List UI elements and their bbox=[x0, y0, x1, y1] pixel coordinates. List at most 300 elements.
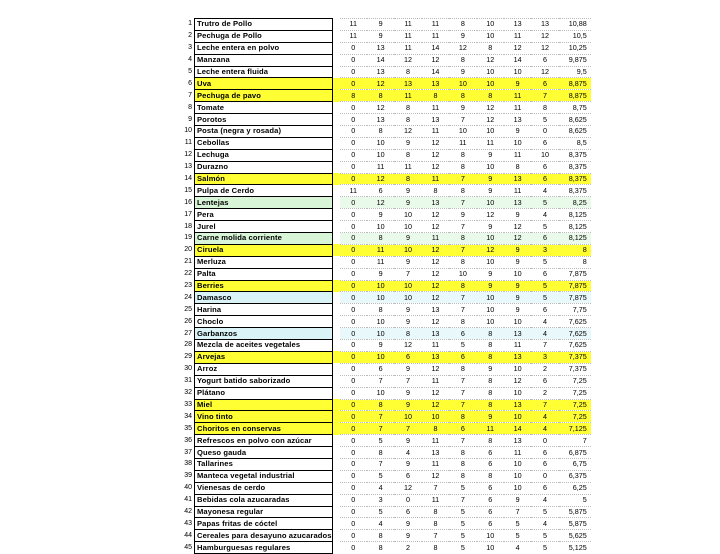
score-cell: 9 bbox=[504, 304, 531, 316]
total-score-cell: 8,125 bbox=[559, 221, 591, 233]
score-cell: 2 bbox=[531, 387, 558, 399]
score-cell: 9 bbox=[367, 19, 394, 31]
spacer-cell bbox=[332, 280, 340, 292]
score-cell: 12 bbox=[422, 363, 449, 375]
score-cell: 8 bbox=[422, 542, 449, 554]
score-cell: 5 bbox=[449, 482, 476, 494]
score-cell: 8 bbox=[449, 363, 476, 375]
table-row bbox=[180, 197, 591, 209]
score-cell: 7 bbox=[394, 423, 421, 435]
spacer-cell bbox=[332, 542, 340, 554]
spacer-cell bbox=[332, 447, 340, 459]
row-number: 6 bbox=[188, 79, 192, 87]
row-number: 3 bbox=[188, 44, 192, 52]
total-score-cell: 7,375 bbox=[559, 363, 591, 375]
row-number: 27 bbox=[184, 329, 192, 337]
score-cell: 0 bbox=[531, 470, 558, 482]
row-number: 11 bbox=[184, 139, 192, 147]
score-cell: 9 bbox=[449, 66, 476, 78]
food-name-cell: Garbanzos bbox=[195, 328, 333, 340]
total-score-cell: 10,5 bbox=[559, 30, 591, 42]
table-row bbox=[180, 268, 591, 280]
total-score-cell: 6,75 bbox=[559, 458, 591, 470]
score-cell: 0 bbox=[340, 363, 367, 375]
score-cell: 12 bbox=[422, 387, 449, 399]
table-row bbox=[180, 185, 591, 197]
score-cell: 12 bbox=[531, 42, 558, 54]
score-cell: 10 bbox=[531, 149, 558, 161]
score-cell: 13 bbox=[422, 197, 449, 209]
score-cell: 8 bbox=[504, 161, 531, 173]
row-number: 31 bbox=[184, 377, 192, 385]
score-cell: 5 bbox=[531, 221, 558, 233]
score-cell: 10 bbox=[504, 470, 531, 482]
score-cell: 10 bbox=[394, 280, 421, 292]
food-name-cell: Cebollas bbox=[195, 137, 333, 149]
score-cell: 9 bbox=[394, 316, 421, 328]
total-score-cell: 7,875 bbox=[559, 292, 591, 304]
score-cell: 6 bbox=[477, 482, 504, 494]
score-cell: 8 bbox=[449, 149, 476, 161]
spacer-cell bbox=[332, 161, 340, 173]
score-cell: 8 bbox=[367, 530, 394, 542]
score-cell: 9 bbox=[394, 435, 421, 447]
row-number: 45 bbox=[184, 543, 192, 551]
total-score-cell: 7,625 bbox=[559, 340, 591, 352]
score-cell: 12 bbox=[394, 54, 421, 66]
food-name-cell: Merluza bbox=[195, 256, 333, 268]
food-name-cell: Queso gauda bbox=[195, 447, 333, 459]
score-cell: 13 bbox=[504, 399, 531, 411]
score-cell: 9 bbox=[394, 530, 421, 542]
score-cell: 0 bbox=[340, 209, 367, 221]
score-cell: 7 bbox=[449, 114, 476, 126]
table-row bbox=[180, 66, 591, 78]
total-score-cell: 7,375 bbox=[559, 351, 591, 363]
spacer-cell bbox=[332, 482, 340, 494]
score-cell: 8 bbox=[477, 351, 504, 363]
total-score-cell: 6,25 bbox=[559, 482, 591, 494]
score-cell: 13 bbox=[504, 19, 531, 31]
score-cell: 0 bbox=[340, 435, 367, 447]
score-cell: 0 bbox=[340, 506, 367, 518]
table-row bbox=[180, 54, 591, 66]
score-cell: 0 bbox=[340, 173, 367, 185]
score-cell: 12 bbox=[531, 66, 558, 78]
score-cell: 9 bbox=[504, 126, 531, 138]
table-row bbox=[180, 506, 591, 518]
score-cell: 9 bbox=[367, 340, 394, 352]
table-row bbox=[180, 470, 591, 482]
spacer-cell bbox=[332, 185, 340, 197]
score-cell: 6 bbox=[367, 363, 394, 375]
score-cell: 4 bbox=[531, 518, 558, 530]
score-cell: 9 bbox=[504, 78, 531, 90]
score-cell: 13 bbox=[504, 114, 531, 126]
food-name-cell: Hamburguesas regulares bbox=[195, 542, 333, 554]
score-cell: 9 bbox=[504, 256, 531, 268]
score-cell: 8 bbox=[477, 399, 504, 411]
score-cell: 6 bbox=[531, 458, 558, 470]
row-number: 19 bbox=[184, 234, 192, 242]
spacer-cell bbox=[332, 518, 340, 530]
score-cell: 0 bbox=[531, 435, 558, 447]
score-cell: 4 bbox=[531, 423, 558, 435]
spacer-cell bbox=[332, 423, 340, 435]
score-cell: 9 bbox=[504, 292, 531, 304]
score-cell: 9 bbox=[394, 518, 421, 530]
total-score-cell: 8,375 bbox=[559, 173, 591, 185]
score-cell: 9 bbox=[504, 494, 531, 506]
score-cell: 9 bbox=[394, 304, 421, 316]
table-row bbox=[180, 351, 591, 363]
score-cell: 8 bbox=[449, 19, 476, 31]
score-cell: 5 bbox=[367, 506, 394, 518]
score-cell: 6 bbox=[449, 351, 476, 363]
score-cell: 11 bbox=[340, 30, 367, 42]
score-cell: 11 bbox=[504, 149, 531, 161]
score-cell: 9 bbox=[477, 149, 504, 161]
score-cell: 10 bbox=[367, 328, 394, 340]
spacer-cell bbox=[332, 268, 340, 280]
score-cell: 5 bbox=[531, 256, 558, 268]
score-cell: 5 bbox=[531, 280, 558, 292]
score-cell: 5 bbox=[449, 530, 476, 542]
score-cell: 10 bbox=[504, 458, 531, 470]
score-cell: 11 bbox=[367, 256, 394, 268]
score-cell: 7 bbox=[422, 482, 449, 494]
score-cell: 12 bbox=[394, 126, 421, 138]
spacer-cell bbox=[332, 114, 340, 126]
score-cell: 6 bbox=[477, 458, 504, 470]
score-cell: 14 bbox=[367, 54, 394, 66]
score-cell: 9 bbox=[504, 280, 531, 292]
score-cell: 14 bbox=[422, 42, 449, 54]
score-cell: 9 bbox=[394, 363, 421, 375]
total-score-cell: 7,25 bbox=[559, 411, 591, 423]
score-cell: 6 bbox=[531, 137, 558, 149]
score-cell: 10 bbox=[367, 149, 394, 161]
score-cell: 7 bbox=[449, 173, 476, 185]
score-cell: 10 bbox=[477, 161, 504, 173]
row-number: 34 bbox=[184, 412, 192, 420]
score-cell: 6 bbox=[531, 447, 558, 459]
table-row bbox=[180, 78, 591, 90]
food-name-cell: Vino tinto bbox=[195, 411, 333, 423]
score-cell: 10 bbox=[477, 304, 504, 316]
table-row bbox=[180, 161, 591, 173]
score-cell: 10 bbox=[367, 280, 394, 292]
spacer-cell bbox=[332, 435, 340, 447]
score-cell: 10 bbox=[394, 221, 421, 233]
row-number: 18 bbox=[184, 222, 192, 230]
score-cell: 7 bbox=[367, 423, 394, 435]
score-cell: 0 bbox=[340, 387, 367, 399]
score-cell: 9 bbox=[449, 30, 476, 42]
score-cell: 11 bbox=[504, 102, 531, 114]
score-cell: 7 bbox=[367, 375, 394, 387]
row-number: 30 bbox=[184, 365, 192, 373]
score-cell: 8 bbox=[367, 447, 394, 459]
score-cell: 10 bbox=[394, 411, 421, 423]
score-cell: 12 bbox=[422, 470, 449, 482]
score-cell: 9 bbox=[504, 244, 531, 256]
score-cell: 9 bbox=[477, 221, 504, 233]
score-cell: 11 bbox=[422, 126, 449, 138]
score-cell: 13 bbox=[422, 114, 449, 126]
table-row bbox=[180, 221, 591, 233]
score-cell: 6 bbox=[531, 375, 558, 387]
score-cell: 5 bbox=[531, 114, 558, 126]
score-cell: 8 bbox=[394, 149, 421, 161]
score-cell: 8 bbox=[449, 280, 476, 292]
total-score-cell: 6,375 bbox=[559, 470, 591, 482]
score-cell: 8 bbox=[422, 518, 449, 530]
row-number: 15 bbox=[184, 186, 192, 194]
total-score-cell: 10,25 bbox=[559, 42, 591, 54]
total-score-cell: 8,625 bbox=[559, 126, 591, 138]
score-cell: 4 bbox=[394, 447, 421, 459]
row-number: 2 bbox=[188, 32, 192, 40]
total-score-cell: 8,125 bbox=[559, 233, 591, 245]
score-cell: 13 bbox=[422, 304, 449, 316]
score-cell: 13 bbox=[504, 351, 531, 363]
total-score-cell: 7,125 bbox=[559, 423, 591, 435]
table-row bbox=[180, 482, 591, 494]
food-name-cell: Durazno bbox=[195, 161, 333, 173]
score-cell: 12 bbox=[422, 399, 449, 411]
score-cell: 0 bbox=[340, 233, 367, 245]
spacer-cell bbox=[332, 30, 340, 42]
row-number: 9 bbox=[188, 115, 192, 123]
score-cell: 7 bbox=[531, 340, 558, 352]
score-cell: 11 bbox=[477, 423, 504, 435]
table-row bbox=[180, 304, 591, 316]
total-score-cell: 7 bbox=[559, 435, 591, 447]
food-name-cell: Jurel bbox=[195, 221, 333, 233]
score-cell: 12 bbox=[477, 114, 504, 126]
score-cell: 10 bbox=[477, 233, 504, 245]
food-name-cell: Tomate bbox=[195, 102, 333, 114]
score-cell: 9 bbox=[367, 30, 394, 42]
spacer-cell bbox=[332, 66, 340, 78]
score-cell: 12 bbox=[367, 197, 394, 209]
total-score-cell: 7,625 bbox=[559, 316, 591, 328]
score-cell: 10 bbox=[477, 78, 504, 90]
score-cell: 0 bbox=[340, 375, 367, 387]
score-cell: 13 bbox=[422, 351, 449, 363]
table-row bbox=[180, 102, 591, 114]
score-cell: 9 bbox=[394, 137, 421, 149]
score-cell: 10 bbox=[504, 316, 531, 328]
score-cell: 10 bbox=[477, 19, 504, 31]
score-cell: 10 bbox=[477, 316, 504, 328]
row-number: 42 bbox=[184, 507, 192, 515]
score-cell: 7 bbox=[449, 221, 476, 233]
table-row bbox=[180, 137, 591, 149]
score-cell: 5 bbox=[449, 506, 476, 518]
score-cell: 14 bbox=[422, 66, 449, 78]
spacer-cell bbox=[332, 363, 340, 375]
total-score-cell: 7,25 bbox=[559, 375, 591, 387]
row-number: 7 bbox=[188, 91, 192, 99]
row-number: 13 bbox=[184, 163, 192, 171]
score-cell: 7 bbox=[531, 90, 558, 102]
total-score-cell: 8,125 bbox=[559, 209, 591, 221]
score-cell: 7 bbox=[449, 399, 476, 411]
row-number: 22 bbox=[184, 270, 192, 278]
row-number: 43 bbox=[184, 519, 192, 527]
score-cell: 12 bbox=[477, 209, 504, 221]
score-cell: 9 bbox=[367, 209, 394, 221]
food-name-cell: Pechuga de Pollo bbox=[195, 30, 333, 42]
score-cell: 8 bbox=[394, 328, 421, 340]
score-cell: 9 bbox=[394, 197, 421, 209]
score-cell: 7 bbox=[449, 435, 476, 447]
row-number: 29 bbox=[184, 353, 192, 361]
total-score-cell: 6,875 bbox=[559, 447, 591, 459]
score-cell: 12 bbox=[504, 42, 531, 54]
row-number: 44 bbox=[184, 531, 192, 539]
spacer-cell bbox=[332, 54, 340, 66]
score-cell: 4 bbox=[531, 411, 558, 423]
score-cell: 12 bbox=[477, 54, 504, 66]
score-cell: 0 bbox=[340, 316, 367, 328]
score-cell: 0 bbox=[340, 447, 367, 459]
score-cell: 12 bbox=[422, 316, 449, 328]
table-row bbox=[180, 42, 591, 54]
score-cell: 10 bbox=[504, 482, 531, 494]
total-score-cell: 8 bbox=[559, 244, 591, 256]
score-cell: 6 bbox=[477, 506, 504, 518]
score-cell: 10 bbox=[367, 316, 394, 328]
score-cell: 10 bbox=[504, 137, 531, 149]
score-cell: 8 bbox=[477, 375, 504, 387]
score-cell: 11 bbox=[367, 244, 394, 256]
food-name-cell: Plátano bbox=[195, 387, 333, 399]
table-row bbox=[180, 209, 591, 221]
score-cell: 8 bbox=[477, 340, 504, 352]
score-cell: 8 bbox=[367, 126, 394, 138]
score-cell: 9 bbox=[394, 233, 421, 245]
score-cell: 12 bbox=[367, 78, 394, 90]
score-cell: 13 bbox=[367, 42, 394, 54]
total-score-cell: 8,875 bbox=[559, 90, 591, 102]
score-cell: 13 bbox=[422, 328, 449, 340]
score-cell: 13 bbox=[422, 78, 449, 90]
food-name-cell: Papas fritas de cóctel bbox=[195, 518, 333, 530]
food-name-cell: Bebidas cola azucaradas bbox=[195, 494, 333, 506]
score-cell: 12 bbox=[422, 280, 449, 292]
score-cell: 8 bbox=[449, 470, 476, 482]
score-cell: 10 bbox=[477, 197, 504, 209]
score-cell: 10 bbox=[504, 268, 531, 280]
total-score-cell: 7,25 bbox=[559, 387, 591, 399]
score-cell: 4 bbox=[531, 494, 558, 506]
score-cell: 9 bbox=[477, 268, 504, 280]
score-cell: 6 bbox=[531, 233, 558, 245]
spacer-cell bbox=[332, 102, 340, 114]
total-score-cell: 5 bbox=[559, 494, 591, 506]
score-cell: 8 bbox=[367, 399, 394, 411]
spacer-cell bbox=[332, 126, 340, 138]
total-score-cell: 8,25 bbox=[559, 197, 591, 209]
score-cell: 11 bbox=[422, 494, 449, 506]
score-cell: 8 bbox=[449, 233, 476, 245]
food-name-cell: Choritos en conservas bbox=[195, 423, 333, 435]
score-cell: 7 bbox=[504, 506, 531, 518]
food-name-cell: Posta (negra y rosada) bbox=[195, 126, 333, 138]
table-row bbox=[180, 494, 591, 506]
score-cell: 6 bbox=[531, 268, 558, 280]
score-cell: 3 bbox=[367, 494, 394, 506]
score-cell: 4 bbox=[531, 209, 558, 221]
table-row bbox=[180, 256, 591, 268]
score-cell: 8 bbox=[340, 90, 367, 102]
score-cell: 8 bbox=[422, 423, 449, 435]
score-cell: 7 bbox=[449, 387, 476, 399]
score-cell: 11 bbox=[422, 375, 449, 387]
score-cell: 5 bbox=[449, 518, 476, 530]
score-cell: 13 bbox=[504, 435, 531, 447]
row-number: 20 bbox=[184, 246, 192, 254]
score-cell: 3 bbox=[531, 244, 558, 256]
score-cell: 8 bbox=[394, 173, 421, 185]
score-cell: 7 bbox=[531, 399, 558, 411]
table-row bbox=[180, 375, 591, 387]
score-cell: 5 bbox=[367, 470, 394, 482]
score-cell: 8 bbox=[449, 185, 476, 197]
food-name-cell: Berries bbox=[195, 280, 333, 292]
row-number: 14 bbox=[184, 175, 192, 183]
score-cell: 12 bbox=[422, 149, 449, 161]
table-row bbox=[180, 30, 591, 42]
score-cell: 8 bbox=[422, 90, 449, 102]
food-name-cell: Palta bbox=[195, 268, 333, 280]
score-cell: 11 bbox=[504, 30, 531, 42]
spacer-cell bbox=[332, 149, 340, 161]
score-cell: 6 bbox=[394, 506, 421, 518]
score-cell: 6 bbox=[531, 173, 558, 185]
score-cell: 10 bbox=[477, 542, 504, 554]
score-cell: 12 bbox=[394, 482, 421, 494]
total-score-cell: 9,5 bbox=[559, 66, 591, 78]
spacer-cell bbox=[332, 375, 340, 387]
score-cell: 9 bbox=[477, 280, 504, 292]
score-cell: 4 bbox=[531, 328, 558, 340]
score-cell: 2 bbox=[394, 542, 421, 554]
food-name-cell: Trutro de Pollo bbox=[195, 19, 333, 31]
total-score-cell: 7,875 bbox=[559, 280, 591, 292]
score-cell: 11 bbox=[394, 90, 421, 102]
row-number: 12 bbox=[184, 151, 192, 159]
score-cell: 11 bbox=[422, 102, 449, 114]
table-row bbox=[180, 399, 591, 411]
table-row bbox=[180, 292, 591, 304]
score-cell: 12 bbox=[422, 209, 449, 221]
score-cell: 12 bbox=[449, 42, 476, 54]
score-cell: 10 bbox=[477, 256, 504, 268]
spacer-cell bbox=[332, 42, 340, 54]
score-cell: 11 bbox=[422, 19, 449, 31]
score-cell: 8 bbox=[477, 42, 504, 54]
food-name-cell: Mayonesa regular bbox=[195, 506, 333, 518]
score-cell: 10 bbox=[477, 126, 504, 138]
score-cell: 0 bbox=[531, 126, 558, 138]
spacer-cell bbox=[332, 506, 340, 518]
total-score-cell: 8,375 bbox=[559, 185, 591, 197]
spacer-cell bbox=[332, 19, 340, 31]
